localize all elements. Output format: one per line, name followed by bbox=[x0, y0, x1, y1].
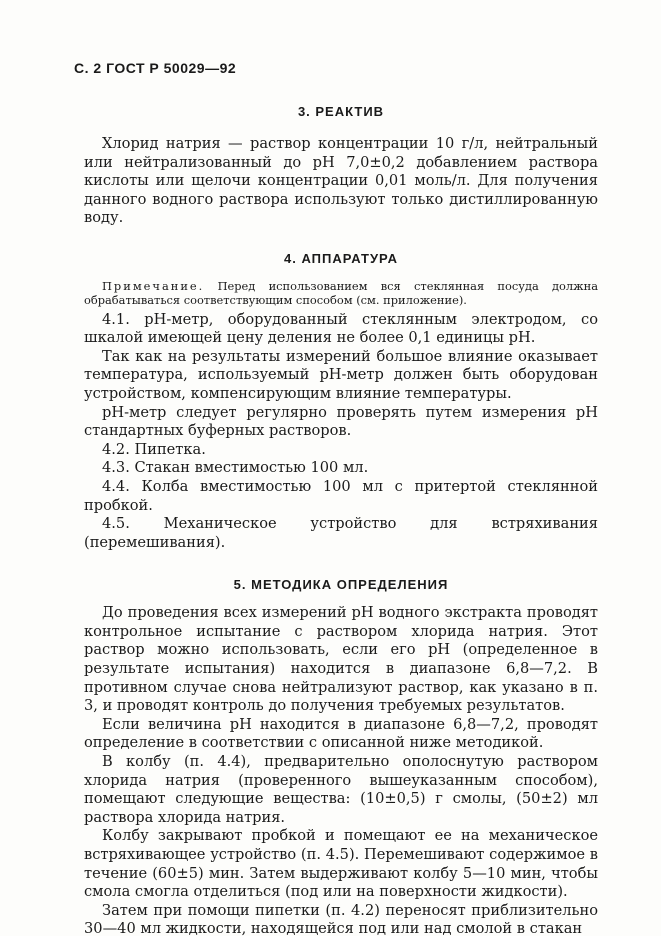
item-4-4: 4.4. Колба вместимостью 100 мл с притертой стеклянной пробкой. bbox=[84, 477, 598, 514]
running-head: С. 2 ГОСТ Р 50029—92 bbox=[74, 60, 237, 76]
section-5-paragraph-5: Затем при помощи пипетки (п. 4.2) переносят приблизительно 30—40 мл жидкости, находящейся под или над смолой в стакан bbox=[84, 901, 598, 938]
item-4-1: 4.1. pH-метр, оборудованный стеклянным электродом, со шкалой имеющей цену деления не более 0,1 единицы pH. bbox=[84, 310, 598, 347]
section-3-title: 3. РЕАКТИВ bbox=[297, 104, 385, 119]
section-5-title: 5. МЕТОДИКА ОПРЕДЕЛЕНИЯ bbox=[233, 577, 449, 593]
section-5-paragraph-4: Колбу закрывают пробкой и помещают ее на механическое встряхивающее устройство (п. 4.5). Перемешивают содержимое в течение (60±5) мин. Затем выдерживают колбу 5—10 мин, чтобы смола смогла отделиться (под или на поверхности жидкости). bbox=[84, 827, 598, 901]
item-4-1-temperature: Так как на результаты измерений большое влияние оказывает температура, используемый pH-метр должен быть оборудован устройством, компенсирующим влияние температуры. bbox=[84, 347, 598, 402]
item-4-1-calibration: pH-метр следует регулярно проверять путем измерения pH стандартных буферных растворов. bbox=[84, 403, 598, 440]
note-label: Примечание. bbox=[102, 278, 205, 293]
item-4-2: 4.2. Пипетка. bbox=[102, 440, 206, 458]
section-3-paragraph: Хлорид натрия — раствор концентрации 10 г/л, нейтральный или нейтрализованный до pH 7,0±0,2 добавлением раствора кислоты или щелочи концентрации 0,01 моль/л. Для получения данного водного раствора используют только дистиллированную воду. bbox=[84, 135, 598, 227]
item-4-3: 4.3. Стакан вместимостью 100 мл. bbox=[102, 459, 369, 477]
note-text: Перед использованием вся стеклянная посуда должна обрабатываться соответствующим способом (см. приложение). bbox=[84, 278, 598, 307]
page-body bbox=[84, 104, 598, 939]
section-5-paragraph-2: Если величина pH находится в диапазоне 6,8—7,2, проводят определение в соответствии с описанной ниже методикой. bbox=[84, 715, 598, 752]
item-4-5: 4.5. Механическое устройство для встряхивания (перемешивания). bbox=[84, 515, 598, 551]
section-5-paragraph-3: В колбу (п. 4.4), предварительно ополоснутую раствором хлорида натрия (проверенного вышеуказанным способом), помещают следующие вещества: (10±0,5) г смолы, (50±2) мл раствора хлорида натрия. bbox=[84, 753, 598, 826]
section-5-paragraph-1: До проведения всех измерений pH водного экстракта проводят контрольное испытание с раствором хлорида натрия. Этот раствор можно использовать, если его pH (определенное в результате испытания) находится в диапазоне 6,8—7,2. В противном случае снова нейтрализуют раствор, как указано в п. 3, и проводят контроль до получения требуемых результатов. bbox=[84, 604, 598, 715]
section-4-note bbox=[84, 280, 598, 308]
section-4-title: 4. АППАРАТУРА bbox=[284, 250, 398, 266]
